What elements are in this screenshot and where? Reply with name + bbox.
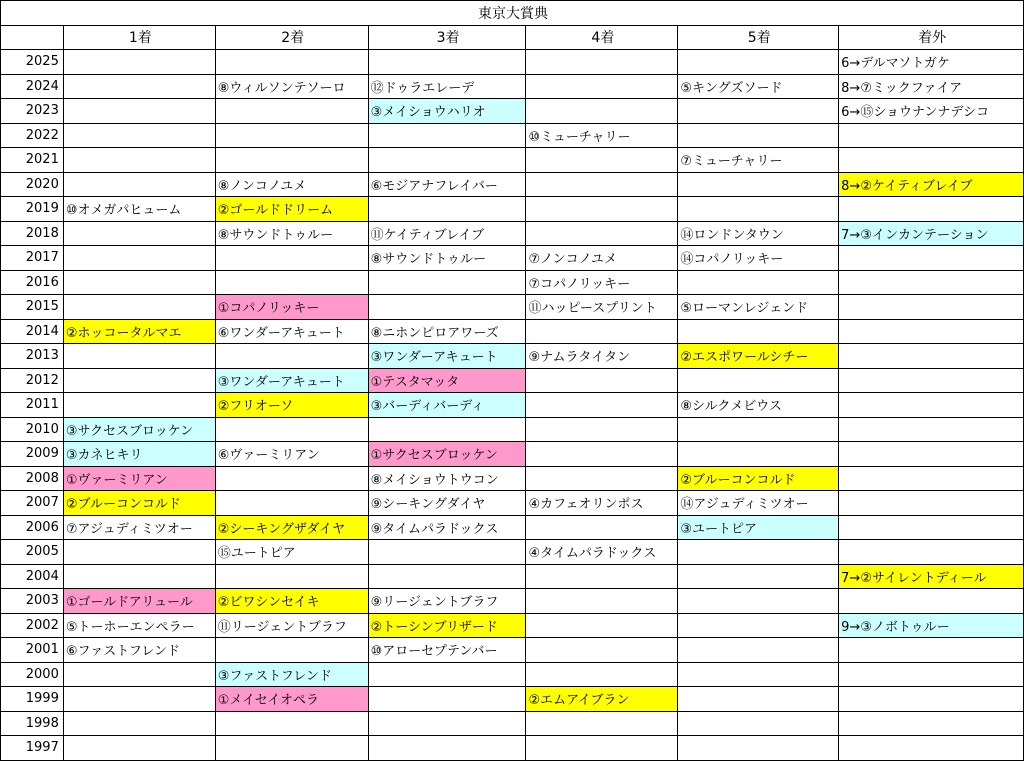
result-cell <box>215 270 368 295</box>
result-cell <box>368 123 526 148</box>
result-cell <box>368 270 526 295</box>
result-cell <box>526 99 678 124</box>
result-cell: ①ヴァーミリアン <box>63 466 215 491</box>
result-cell <box>839 368 1024 393</box>
result-cell: ③ワンダーアキュート <box>215 368 368 393</box>
result-cell: ③ファストフレンド <box>215 662 368 687</box>
header-2nd: 2着 <box>215 25 368 50</box>
result-cell <box>839 123 1024 148</box>
result-cell: ⑦ノンコノユメ <box>526 246 678 271</box>
table-row <box>1 50 1024 75</box>
result-cell: ⑥モジアナフレイバー <box>368 172 526 197</box>
result-cell <box>63 221 215 246</box>
result-cell <box>526 564 678 589</box>
year-cell: 1997 <box>1 736 64 761</box>
result-cell <box>63 687 215 712</box>
result-cell <box>368 295 526 320</box>
result-cell <box>526 221 678 246</box>
year-cell: 2009 <box>1 442 64 467</box>
header-5th: 5着 <box>678 25 839 50</box>
table-row <box>1 295 1024 320</box>
result-cell <box>678 736 839 761</box>
result-cell <box>839 417 1024 442</box>
result-cell <box>368 687 526 712</box>
result-cell: ③メイショウハリオ <box>368 99 526 124</box>
year-cell: 2015 <box>1 295 64 320</box>
result-cell <box>526 319 678 344</box>
result-cell <box>63 172 215 197</box>
header-1st: 1着 <box>63 25 215 50</box>
result-cell: ⑦ミューチャリー <box>678 148 839 173</box>
year-cell: 2010 <box>1 417 64 442</box>
result-cell <box>63 246 215 271</box>
table-row <box>1 442 1024 467</box>
result-cell: ⑥ヴァーミリアン <box>215 442 368 467</box>
year-cell: 2000 <box>1 662 64 687</box>
result-cell <box>215 466 368 491</box>
result-cell <box>215 564 368 589</box>
table-row <box>1 74 1024 99</box>
result-cell <box>63 393 215 418</box>
result-cell <box>215 638 368 663</box>
table-row <box>1 417 1024 442</box>
result-cell <box>839 662 1024 687</box>
result-cell: 6→⑮ショウナンナデシコ <box>839 99 1024 124</box>
result-cell <box>63 564 215 589</box>
result-cell: 8→②ケイティブレイブ <box>839 172 1024 197</box>
result-cell: ⑪リージェントブラフ <box>215 613 368 638</box>
result-cell <box>678 50 839 75</box>
result-cell <box>526 368 678 393</box>
result-cell <box>526 466 678 491</box>
year-cell: 2024 <box>1 74 64 99</box>
result-cell: ③サクセスブロッケン <box>63 417 215 442</box>
result-cell <box>839 442 1024 467</box>
year-cell: 2020 <box>1 172 64 197</box>
result-cell <box>678 172 839 197</box>
year-cell: 2016 <box>1 270 64 295</box>
table-row <box>1 197 1024 222</box>
table-row <box>1 515 1024 540</box>
result-cell <box>839 295 1024 320</box>
result-cell <box>63 50 215 75</box>
result-cell <box>839 270 1024 295</box>
year-cell: 2002 <box>1 613 64 638</box>
year-cell: 2018 <box>1 221 64 246</box>
result-cell <box>63 540 215 565</box>
table-row <box>1 221 1024 246</box>
result-cell: ⑧サウンドトゥルー <box>368 246 526 271</box>
year-cell: 2023 <box>1 99 64 124</box>
table-row <box>1 368 1024 393</box>
result-cell <box>63 74 215 99</box>
result-cell: ⑦コパノリッキー <box>526 270 678 295</box>
result-cell: ⑪ケイティブレイブ <box>368 221 526 246</box>
table-row <box>1 662 1024 687</box>
result-cell <box>526 74 678 99</box>
result-cell <box>215 148 368 173</box>
result-cell: ⑨シーキングダイヤ <box>368 491 526 516</box>
result-cell <box>839 491 1024 516</box>
result-cell <box>839 638 1024 663</box>
result-cell: ⑧ニホンピロアワーズ <box>368 319 526 344</box>
table-row <box>1 148 1024 173</box>
header-out: 着外 <box>839 25 1024 50</box>
table-row <box>1 491 1024 516</box>
result-cell <box>678 564 839 589</box>
result-cell: 9→③ノボトゥルー <box>839 613 1024 638</box>
result-cell <box>215 50 368 75</box>
result-cell <box>678 540 839 565</box>
result-cell <box>63 736 215 761</box>
result-cell <box>526 50 678 75</box>
header-4th: 4着 <box>526 25 678 50</box>
result-cell <box>839 540 1024 565</box>
result-cell <box>526 417 678 442</box>
table-row <box>1 393 1024 418</box>
result-cell: ④タイムパラドックス <box>526 540 678 565</box>
result-cell: ②ブルーコンコルド <box>678 466 839 491</box>
result-cell <box>678 99 839 124</box>
result-cell: ⑫ドゥラエレーデ <box>368 74 526 99</box>
year-cell: 2021 <box>1 148 64 173</box>
result-cell: 7→②サイレントディール <box>839 564 1024 589</box>
result-cell <box>839 466 1024 491</box>
result-cell: ⑧シルクメビウス <box>678 393 839 418</box>
result-cell: ⑧サウンドトゥルー <box>215 221 368 246</box>
result-cell: ⑦アジュディミツオー <box>63 515 215 540</box>
result-cell <box>215 417 368 442</box>
result-cell: ①ゴールドアリュール <box>63 589 215 614</box>
result-cell <box>839 736 1024 761</box>
table-row <box>1 172 1024 197</box>
result-cell <box>526 736 678 761</box>
result-cell: ⑤ローマンレジェンド <box>678 295 839 320</box>
result-cell: ⑤トーホーエンペラー <box>63 613 215 638</box>
result-cell <box>526 613 678 638</box>
table-row <box>1 540 1024 565</box>
result-cell: ⑥ワンダーアキュート <box>215 319 368 344</box>
result-cell: ①サクセスブロッケン <box>368 442 526 467</box>
year-cell: 2004 <box>1 564 64 589</box>
result-cell <box>526 393 678 418</box>
result-cell <box>839 197 1024 222</box>
result-cell <box>215 344 368 369</box>
result-cell: ②トーシンブリザード <box>368 613 526 638</box>
result-cell: ⑨タイムパラドックス <box>368 515 526 540</box>
year-cell: 2011 <box>1 393 64 418</box>
table-title: 東京大賞典 <box>1 1 1024 26</box>
result-cell <box>63 270 215 295</box>
result-cell <box>678 270 839 295</box>
result-cell: ⑤キングズソード <box>678 74 839 99</box>
result-cell <box>526 515 678 540</box>
result-cell <box>839 344 1024 369</box>
result-cell <box>678 662 839 687</box>
result-cell <box>63 711 215 736</box>
table-row <box>1 638 1024 663</box>
result-cell: ①コパノリッキー <box>215 295 368 320</box>
year-cell: 2006 <box>1 515 64 540</box>
result-cell: ③バーディバーディ <box>368 393 526 418</box>
table-row <box>1 344 1024 369</box>
result-cell: ⑧ノンコノユメ <box>215 172 368 197</box>
result-cell <box>839 319 1024 344</box>
result-cell <box>678 197 839 222</box>
year-cell: 2025 <box>1 50 64 75</box>
table-row <box>1 319 1024 344</box>
result-cell <box>678 638 839 663</box>
result-cell <box>678 123 839 148</box>
result-cell <box>839 148 1024 173</box>
result-cell: ⑩ミューチャリー <box>526 123 678 148</box>
result-cell <box>839 393 1024 418</box>
result-cell <box>215 491 368 516</box>
result-cell <box>526 711 678 736</box>
result-cell <box>678 442 839 467</box>
result-cell <box>63 148 215 173</box>
table-row <box>1 99 1024 124</box>
title-row <box>1 1 1024 26</box>
year-cell: 2001 <box>1 638 64 663</box>
result-cell: ②ホッコータルマエ <box>63 319 215 344</box>
result-cell <box>678 711 839 736</box>
result-cell: ③ユートピア <box>678 515 839 540</box>
table-row <box>1 564 1024 589</box>
result-cell <box>368 711 526 736</box>
result-cell: ⑧ウィルソンテソーロ <box>215 74 368 99</box>
header-3rd: 3着 <box>368 25 526 50</box>
result-cell <box>839 687 1024 712</box>
year-cell: 1998 <box>1 711 64 736</box>
result-cell: ⑩アローセプテンバー <box>368 638 526 663</box>
result-cell <box>678 589 839 614</box>
result-cell <box>839 246 1024 271</box>
result-cell <box>526 148 678 173</box>
year-cell: 2008 <box>1 466 64 491</box>
table-row <box>1 246 1024 271</box>
result-cell <box>368 540 526 565</box>
year-cell: 2013 <box>1 344 64 369</box>
result-cell <box>368 50 526 75</box>
result-cell <box>678 687 839 712</box>
result-cell: ③カネヒキリ <box>63 442 215 467</box>
table-row <box>1 613 1024 638</box>
result-cell <box>678 319 839 344</box>
result-cell: ⑩オメガパヒューム <box>63 197 215 222</box>
result-cell <box>368 662 526 687</box>
result-cell <box>215 736 368 761</box>
result-cell: ②シーキングザダイヤ <box>215 515 368 540</box>
table-row <box>1 589 1024 614</box>
year-cell: 2003 <box>1 589 64 614</box>
table-row <box>1 687 1024 712</box>
table-row <box>1 711 1024 736</box>
result-cell <box>526 638 678 663</box>
year-cell: 2005 <box>1 540 64 565</box>
result-cell: ⑨ナムラタイタン <box>526 344 678 369</box>
result-cell <box>63 662 215 687</box>
result-cell <box>215 711 368 736</box>
result-cell <box>368 417 526 442</box>
result-cell <box>678 417 839 442</box>
result-cell: ②エムアイブラン <box>526 687 678 712</box>
table-row <box>1 736 1024 761</box>
result-cell <box>215 246 368 271</box>
result-cell: ⑭コパノリッキー <box>678 246 839 271</box>
result-cell: ⑪ハッピースプリント <box>526 295 678 320</box>
result-cell: ④カフェオリンポス <box>526 491 678 516</box>
result-cell: ⑧メイショウトウコン <box>368 466 526 491</box>
result-cell: 7→③インカンテーション <box>839 221 1024 246</box>
year-cell: 2019 <box>1 197 64 222</box>
result-cell: ①メイセイオペラ <box>215 687 368 712</box>
table-row <box>1 466 1024 491</box>
result-cell: ⑭アジュディミツオー <box>678 491 839 516</box>
result-cell <box>215 123 368 148</box>
result-cell: ①テスタマッタ <box>368 368 526 393</box>
result-cell <box>678 368 839 393</box>
header-row <box>1 25 1024 50</box>
year-cell: 2007 <box>1 491 64 516</box>
table-row <box>1 270 1024 295</box>
table-row <box>1 123 1024 148</box>
result-cell: 6→デルマソトガケ <box>839 50 1024 75</box>
result-cell: 8→⑦ミックファイア <box>839 74 1024 99</box>
result-cell <box>839 515 1024 540</box>
result-cell <box>368 736 526 761</box>
result-cell: ⑭ロンドンタウン <box>678 221 839 246</box>
result-cell <box>678 613 839 638</box>
result-cell <box>215 99 368 124</box>
result-cell: ⑥ファストフレンド <box>63 638 215 663</box>
result-cell: ③ワンダーアキュート <box>368 344 526 369</box>
result-cell <box>526 197 678 222</box>
result-cell <box>63 295 215 320</box>
year-cell: 2017 <box>1 246 64 271</box>
year-cell: 2012 <box>1 368 64 393</box>
result-cell: ②フリオーソ <box>215 393 368 418</box>
result-cell <box>526 662 678 687</box>
result-cell <box>63 344 215 369</box>
result-cell: ②エスポワールシチー <box>678 344 839 369</box>
result-cell <box>839 711 1024 736</box>
year-cell: 2022 <box>1 123 64 148</box>
result-cell <box>368 564 526 589</box>
result-cell <box>63 99 215 124</box>
result-cell <box>839 589 1024 614</box>
year-cell: 1999 <box>1 687 64 712</box>
result-cell <box>63 368 215 393</box>
result-cell <box>526 589 678 614</box>
result-cell: ②ブルーコンコルド <box>63 491 215 516</box>
result-cell <box>526 172 678 197</box>
header-year <box>1 25 64 50</box>
result-cell: ⑨リージェントブラフ <box>368 589 526 614</box>
result-cell: ⑮ユートピア <box>215 540 368 565</box>
result-cell <box>63 123 215 148</box>
result-cell <box>526 442 678 467</box>
year-cell: 2014 <box>1 319 64 344</box>
result-cell: ②ビワシンセイキ <box>215 589 368 614</box>
result-cell <box>368 148 526 173</box>
result-cell: ②ゴールドドリーム <box>215 197 368 222</box>
result-cell <box>368 197 526 222</box>
